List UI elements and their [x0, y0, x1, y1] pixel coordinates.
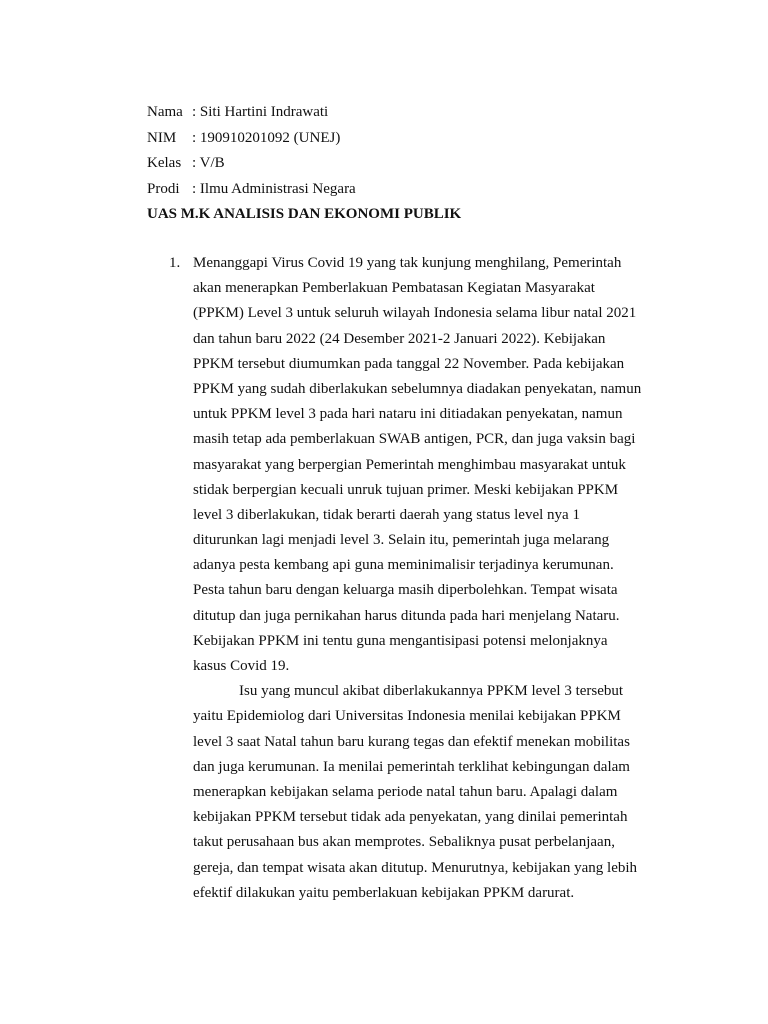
text-line: PPKM yang sudah diberlakukan sebelumnya diadakan penyekatan, namun — [193, 380, 642, 397]
text-line: ditutup dan juga pernikahan harus ditunda pada hari menjelang Nataru. — [193, 607, 620, 624]
text-line: masyarakat yang berpergian Pemerintah menghimbau masyarakat untuk — [193, 456, 626, 473]
text-line: Pesta tahun baru dengan keluarga masih diperbolehkan. Tempat wisata — [193, 582, 618, 599]
info-label: Kelas — [147, 155, 182, 171]
text-line: akan menerapkan Pemberlakuan Pembatasan Kegiatan Masyarakat — [193, 280, 595, 297]
info-value: : Siti Hartini Indrawati — [192, 104, 329, 120]
text-line: diturunkan lagi menjadi level 3. Selain itu, pemerintah juga melarang — [193, 532, 610, 549]
text-line: masih tetap ada pemberlakuan SWAB antigen, PCR, dan juga vaksin bagi — [193, 431, 636, 448]
text-line: dan tahun baru 2022 (24 Desember 2021-2 Januari 2022). Kebijakan — [193, 330, 606, 347]
text-line: Menanggapi Virus Covid 19 yang tak kunjung menghilang, Pemerintah — [193, 255, 622, 271]
text-line: Kebijakan PPKM ini tentu guna mengantisipasi potensi melonjaknya — [193, 632, 608, 649]
text-line: kebijakan PPKM tersebut tidak ada penyekatan, yang dinilai pemerintah — [193, 809, 628, 826]
text-line: (PPKM) Level 3 untuk seluruh wilayah Indonesia selama libur natal 2021 — [193, 305, 637, 322]
info-value: : V/B — [192, 155, 225, 171]
text-line: yaitu Epidemiolog dari Universitas Indonesia menilai kebijakan PPKM — [193, 708, 621, 725]
text-line: Isu yang muncul akibat diberlakukannya PPKM level 3 tersebut — [239, 683, 624, 700]
text-line: PPKM tersebut diumumkan pada tanggal 22 November. Pada kebijakan — [193, 355, 625, 372]
info-label: Prodi — [147, 180, 180, 197]
info-value: : Ilmu Administrasi Negara — [192, 180, 356, 197]
text-line: adanya pesta kembang api guna meminimalisir terjadinya kerumunan. — [193, 557, 614, 574]
student-info — [147, 101, 356, 203]
text-line: level 3 diberlakukan, tidak berarti daerah yang status level nya 1 — [193, 506, 580, 523]
text-line: takut perusahaan bus akan memprotes. Sebaliknya pusat perbelanjaan, — [193, 834, 615, 851]
paragraph-1 — [193, 252, 673, 680]
text-line: untuk PPKM level 3 pada hari nataru ini ditiadakan penyekatan, namun — [193, 406, 623, 423]
text-line: gereja, dan tempat wisata akan ditutup. Menurutnya, kebijakan yang lebih — [193, 859, 638, 876]
paragraph-2 — [193, 680, 673, 907]
document-title: UAS M.K ANALISIS DAN EKONOMI PUBLIK — [147, 206, 462, 222]
info-value: : 190910201092 (UNEJ) — [192, 129, 341, 146]
answer-body — [193, 252, 673, 907]
text-line: efektif dilakukan yaitu pemberlakuan kebijakan PPKM darurat. — [193, 884, 575, 901]
question-number: 1. — [169, 255, 181, 271]
info-row-name — [147, 101, 356, 127]
text-line: stidak berpergian kecuali unruk tujuan primer. Meski kebijakan PPKM — [193, 481, 619, 498]
info-row-class — [147, 152, 356, 178]
info-row-program — [147, 178, 356, 204]
text-line: menerapkan kebijakan selama periode natal tahun baru. Apalagi dalam — [193, 783, 618, 800]
info-row-nim — [147, 127, 356, 153]
text-line: kasus Covid 19. — [193, 658, 290, 674]
text-line: dan juga kerumunan. Ia menilai pemerintah terklihat kebingungan dalam — [193, 758, 630, 775]
text-line: level 3 saat Natal tahun baru kurang tegas dan efektif menekan mobilitas — [193, 733, 630, 750]
info-label: NIM — [147, 129, 177, 146]
info-label: Nama — [147, 104, 183, 120]
